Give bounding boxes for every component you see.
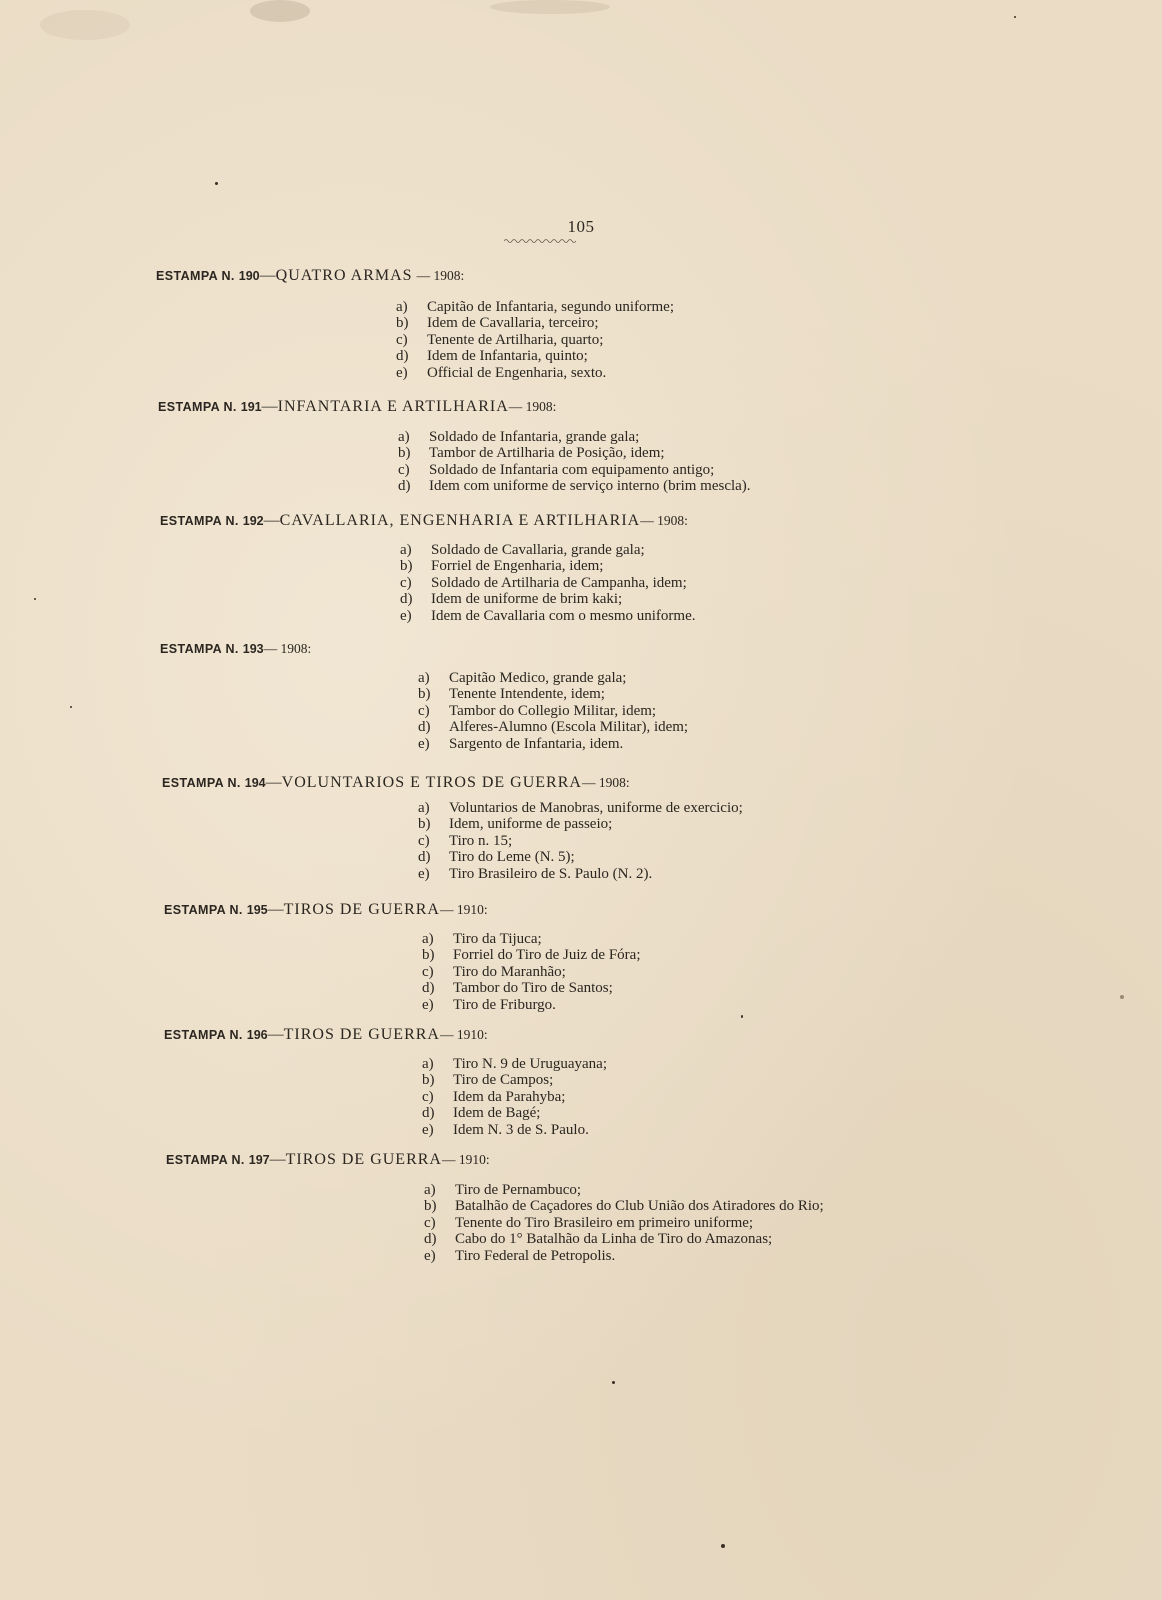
- plate-heading: [162, 773, 630, 793]
- plate-number: 196: [246, 1028, 268, 1042]
- item-text: Tiro do Maranhão;: [453, 963, 566, 980]
- item-text: Official de Engenharia, sexto.: [427, 364, 607, 381]
- item-letter: d): [398, 478, 411, 495]
- plate-section-195: [164, 900, 488, 920]
- item-text: Tiro do Leme (N. 5);: [449, 849, 575, 866]
- item-letter: c): [422, 963, 434, 980]
- item-letter: c): [398, 461, 410, 478]
- list-item: [396, 365, 674, 381]
- plate-section-190: [156, 266, 464, 286]
- heading-dash: —: [267, 901, 284, 918]
- paper-speck: [70, 706, 72, 708]
- item-text: Idem de uniforme de brim kaki;: [431, 591, 623, 608]
- item-letter: a): [424, 1182, 436, 1198]
- item-text: Voluntarios de Manobras, uniforme de exercicio;: [449, 800, 743, 816]
- paper-speck: [1014, 16, 1016, 18]
- item-letter: a): [396, 299, 408, 315]
- plate-number: 190: [238, 269, 260, 283]
- plate-title: TIROS DE GUERRA: [285, 1151, 442, 1168]
- plate-items-191: [398, 429, 751, 495]
- item-text: Tiro de Campos;: [453, 1072, 554, 1089]
- list-item: [422, 1072, 607, 1088]
- list-item: [398, 429, 751, 445]
- plate-title: TIROS DE GUERRA: [283, 901, 440, 918]
- item-text: Tiro n. 15;: [449, 832, 513, 849]
- plate-section-196: [164, 1025, 488, 1045]
- plate-year: — 1910:: [441, 1152, 490, 1167]
- paper-speck: [741, 1015, 743, 1018]
- plate-heading: [160, 511, 688, 531]
- item-letter: e): [418, 735, 430, 752]
- item-letter: b): [398, 445, 411, 462]
- item-text: Soldado de Cavallaria, grande gala;: [431, 542, 645, 558]
- item-text: Tiro de Pernambuco;: [455, 1182, 582, 1198]
- paper-speck: [612, 1381, 615, 1384]
- item-text: Capitão de Infantaria, segundo uniforme;: [427, 299, 675, 315]
- paper-stain: [40, 10, 130, 40]
- plate-title: CAVALLARIA, ENGENHARIA E ARTILHARIA: [279, 512, 641, 529]
- list-item: [398, 445, 751, 461]
- item-letter: b): [396, 315, 409, 332]
- plate-title: VOLUNTARIOS E TIROS DE GUERRA: [281, 774, 582, 791]
- item-letter: c): [400, 574, 412, 591]
- plate-heading: [164, 900, 488, 920]
- item-letter: a): [398, 429, 410, 445]
- list-item: [396, 348, 674, 364]
- list-item: [422, 997, 641, 1013]
- plate-heading: [160, 639, 311, 659]
- item-letter: e): [422, 1121, 434, 1138]
- plate-title: TIROS DE GUERRA: [283, 1026, 440, 1043]
- list-item: [422, 931, 641, 947]
- list-item: [422, 980, 641, 996]
- item-text: Forriel de Engenharia, idem;: [431, 558, 604, 575]
- item-text: Batalhão de Caçadores do Club União dos Atiradores do Rio;: [455, 1198, 824, 1215]
- plate-label: ESTAMPA N.: [164, 1028, 243, 1042]
- list-item: [424, 1231, 824, 1247]
- plate-label: ESTAMPA N.: [166, 1153, 245, 1167]
- plate-section-197: [166, 1150, 490, 1170]
- plate-heading: [164, 1025, 488, 1045]
- heading-dash: —: [269, 1151, 286, 1168]
- plate-number: 192: [242, 514, 264, 528]
- list-item: [422, 1089, 607, 1105]
- plate-items-190: [396, 299, 674, 381]
- plate-label: ESTAMPA N.: [160, 642, 239, 656]
- plate-title: QUATRO ARMAS: [275, 267, 413, 284]
- paper-speck: [721, 1544, 725, 1548]
- page-number: 105: [567, 217, 595, 236]
- plate-items-197: [424, 1182, 824, 1264]
- item-letter: e): [396, 364, 408, 381]
- item-letter: a): [422, 931, 434, 947]
- item-text: Tenente de Artilharia, quarto;: [427, 331, 604, 348]
- list-item: [418, 833, 743, 849]
- plate-year: — 1908:: [640, 513, 688, 528]
- item-letter: b): [424, 1198, 437, 1215]
- plate-year: — 1908:: [416, 268, 465, 283]
- item-text: Soldado de Infantaria com equipamento antigo;: [429, 461, 715, 478]
- plate-heading: [156, 266, 464, 286]
- paper-speck: [34, 598, 36, 600]
- item-text: Idem de Cavallaria, terceiro;: [427, 315, 599, 332]
- heading-dash: —: [265, 774, 282, 791]
- plate-year: — 1908:: [508, 399, 557, 414]
- list-item: [422, 1122, 607, 1138]
- plate-label: ESTAMPA N.: [156, 269, 235, 283]
- plate-heading: [166, 1150, 490, 1170]
- list-item: [418, 719, 688, 735]
- list-item: [418, 849, 743, 865]
- plate-section-194: [162, 773, 630, 793]
- item-text: Capitão Medico, grande gala;: [449, 670, 627, 686]
- list-item: [400, 591, 696, 607]
- item-text: Cabo do 1° Batalhão da Linha de Tiro do Amazonas;: [455, 1231, 773, 1248]
- plate-year: — 1908:: [263, 641, 312, 656]
- heading-dash: —: [261, 398, 278, 415]
- heading-dash: —: [267, 1026, 284, 1043]
- list-item: [400, 575, 696, 591]
- list-item: [396, 299, 674, 315]
- item-text: Idem N. 3 de S. Paulo.: [453, 1121, 589, 1138]
- plate-label: ESTAMPA N.: [164, 903, 243, 917]
- item-letter: b): [418, 816, 431, 833]
- list-item: [418, 866, 743, 882]
- item-text: Forriel do Tiro de Juiz de Fóra;: [453, 947, 641, 964]
- list-item: [400, 558, 696, 574]
- item-letter: d): [424, 1231, 437, 1248]
- item-letter: a): [422, 1056, 434, 1072]
- item-text: Sargento de Infantaria, idem.: [449, 735, 624, 752]
- item-text: Tenente Intendente, idem;: [449, 686, 605, 703]
- paper-stain: [490, 0, 610, 14]
- list-item: [418, 736, 688, 752]
- item-letter: e): [424, 1247, 436, 1264]
- plate-label: ESTAMPA N.: [160, 514, 239, 528]
- plate-year: — 1908:: [581, 775, 630, 790]
- list-item: [424, 1248, 824, 1264]
- item-letter: e): [422, 996, 434, 1013]
- item-letter: d): [418, 849, 431, 866]
- plate-items-196: [422, 1056, 607, 1138]
- item-text: Tenente do Tiro Brasileiro em primeiro uniforme;: [455, 1214, 754, 1231]
- plate-section-191: [158, 397, 556, 417]
- list-item: [418, 800, 743, 816]
- item-text: Idem de Infantaria, quinto;: [427, 348, 588, 365]
- list-item: [422, 1056, 607, 1072]
- item-letter: d): [422, 1105, 435, 1122]
- item-text: Tiro da Tijuca;: [453, 931, 542, 947]
- heading-dash: —: [259, 267, 276, 284]
- list-item: [400, 608, 696, 624]
- item-letter: b): [418, 686, 431, 703]
- item-letter: b): [422, 947, 435, 964]
- item-text: Tiro Brasileiro de S. Paulo (N. 2).: [449, 865, 653, 882]
- list-item: [422, 947, 641, 963]
- paper-speck: [1120, 995, 1124, 999]
- item-text: Tiro de Friburgo.: [453, 996, 556, 1013]
- item-letter: c): [396, 331, 408, 348]
- item-text: Idem de Cavallaria com o mesmo uniforme.: [431, 607, 696, 624]
- plate-number: 197: [248, 1153, 270, 1167]
- item-letter: e): [418, 865, 430, 882]
- plate-section-193: [160, 639, 311, 659]
- item-letter: c): [422, 1088, 434, 1105]
- paper-speck: [215, 182, 218, 185]
- item-letter: d): [400, 591, 413, 608]
- item-letter: d): [422, 980, 435, 997]
- item-letter: b): [422, 1072, 435, 1089]
- plate-section-192: [160, 511, 688, 531]
- list-item: [418, 703, 688, 719]
- paper-stain: [250, 0, 310, 22]
- plate-items-193: [418, 670, 688, 752]
- list-item: [424, 1215, 824, 1231]
- item-letter: c): [418, 702, 430, 719]
- item-letter: c): [418, 832, 430, 849]
- item-text: Alferes-Alumno (Escola Militar), idem;: [449, 719, 689, 736]
- list-item: [424, 1182, 824, 1198]
- list-item: [418, 816, 743, 832]
- item-text: Idem da Parahyba;: [453, 1088, 566, 1105]
- plate-title: INFANTARIA E ARTILHARIA: [277, 398, 509, 415]
- plate-items-195: [422, 931, 641, 1013]
- plate-items-192: [400, 542, 696, 624]
- plate-number: 193: [242, 642, 264, 656]
- item-text: Tiro N. 9 de Uruguayana;: [453, 1056, 608, 1072]
- item-letter: d): [396, 348, 409, 365]
- item-letter: a): [418, 800, 430, 816]
- plate-items-194: [418, 800, 743, 882]
- item-letter: d): [418, 719, 431, 736]
- plate-number: 191: [240, 400, 262, 414]
- item-text: Idem, uniforme de passeio;: [449, 816, 613, 833]
- wavy-rule-ornament: [504, 238, 576, 244]
- item-text: Tambor do Tiro de Santos;: [453, 980, 613, 997]
- plate-number: 194: [244, 776, 266, 790]
- item-letter: a): [400, 542, 412, 558]
- item-text: Tiro Federal de Petropolis.: [455, 1247, 616, 1264]
- list-item: [396, 315, 674, 331]
- plate-label: ESTAMPA N.: [158, 400, 237, 414]
- list-item: [422, 1105, 607, 1121]
- item-letter: e): [400, 607, 412, 624]
- plate-year: — 1910:: [439, 902, 488, 917]
- list-item: [418, 686, 688, 702]
- list-item: [422, 964, 641, 980]
- list-item: [400, 542, 696, 558]
- item-letter: b): [400, 558, 413, 575]
- plate-number: 195: [246, 903, 268, 917]
- plate-heading: [158, 397, 556, 417]
- item-text: Tambor de Artilharia de Posição, idem;: [429, 445, 665, 462]
- list-item: [396, 332, 674, 348]
- list-item: [418, 670, 688, 686]
- item-text: Idem de Bagé;: [453, 1105, 541, 1122]
- list-item: [398, 462, 751, 478]
- item-letter: a): [418, 670, 430, 686]
- item-text: Tambor do Collegio Militar, idem;: [449, 702, 657, 719]
- plate-label: ESTAMPA N.: [162, 776, 241, 790]
- heading-dash: —: [263, 512, 280, 529]
- item-text: Idem com uniforme de serviço interno (brim mescla).: [429, 478, 751, 495]
- item-letter: c): [424, 1214, 436, 1231]
- list-item: [424, 1198, 824, 1214]
- plate-year: — 1910:: [439, 1027, 488, 1042]
- item-text: Soldado de Artilharia de Campanha, idem;: [431, 574, 687, 591]
- item-text: Soldado de Infantaria, grande gala;: [429, 429, 640, 445]
- list-item: [398, 478, 751, 494]
